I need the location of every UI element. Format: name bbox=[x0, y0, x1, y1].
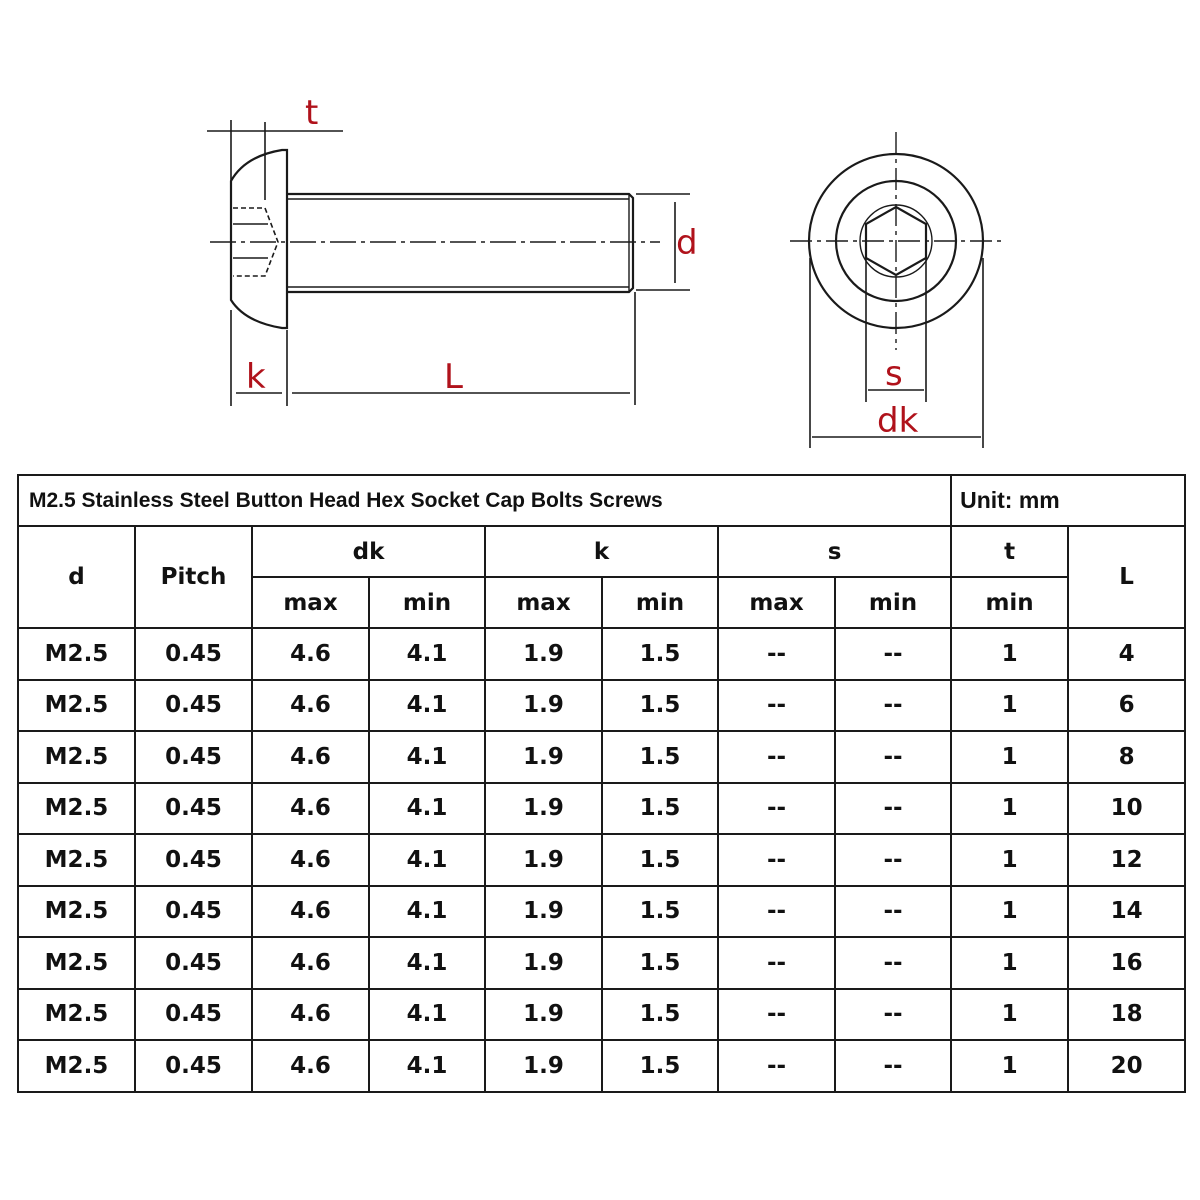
table-title: M2.5 Stainless Steel Button Head Hex Socket Cap Bolts Screws bbox=[18, 475, 951, 526]
cell-L: 10 bbox=[1068, 783, 1185, 835]
cell-L: 14 bbox=[1068, 886, 1185, 938]
cell-d: M2.5 bbox=[18, 628, 135, 680]
cell-dk-min: 4.1 bbox=[369, 834, 485, 886]
socket-inner-lines bbox=[233, 224, 268, 258]
table-row bbox=[18, 680, 1185, 732]
extension-lines bbox=[231, 292, 635, 406]
thread-lines bbox=[287, 194, 629, 292]
cell-s-max: -- bbox=[718, 989, 835, 1041]
header-t-min: min bbox=[951, 577, 1068, 628]
cell-d: M2.5 bbox=[18, 1040, 135, 1092]
cell-s-min: -- bbox=[835, 783, 951, 835]
cell-k-min: 1.5 bbox=[602, 886, 718, 938]
dim-label-k: k bbox=[246, 357, 266, 397]
dim-label-t: t bbox=[305, 93, 319, 133]
cell-s-min: -- bbox=[835, 731, 951, 783]
cell-d: M2.5 bbox=[18, 989, 135, 1041]
cell-k-min: 1.5 bbox=[602, 628, 718, 680]
cell-dk-max: 4.6 bbox=[252, 834, 369, 886]
header-dk: dk bbox=[252, 526, 485, 577]
cell-t-min: 1 bbox=[951, 680, 1068, 732]
cell-pitch: 0.45 bbox=[135, 1040, 252, 1092]
cell-s-min: -- bbox=[835, 1040, 951, 1092]
dim-label-s: s bbox=[885, 354, 903, 394]
cell-dk-min: 4.1 bbox=[369, 783, 485, 835]
cell-s-min: -- bbox=[835, 886, 951, 938]
cell-t-min: 1 bbox=[951, 731, 1068, 783]
header-k-min: min bbox=[602, 577, 718, 628]
cell-s-min: -- bbox=[835, 937, 951, 989]
table-row bbox=[18, 731, 1185, 783]
front-centerlines bbox=[790, 132, 1003, 350]
header-d: d bbox=[18, 526, 135, 628]
cell-pitch: 0.45 bbox=[135, 731, 252, 783]
cell-pitch: 0.45 bbox=[135, 628, 252, 680]
header-dk-min: min bbox=[369, 577, 485, 628]
cell-k-min: 1.5 bbox=[602, 1040, 718, 1092]
cell-L: 18 bbox=[1068, 989, 1185, 1041]
dim-label-d: d bbox=[676, 223, 698, 263]
cell-k-min: 1.5 bbox=[602, 680, 718, 732]
screw-technical-drawing bbox=[0, 0, 1200, 470]
cell-pitch: 0.45 bbox=[135, 783, 252, 835]
cell-pitch: 0.45 bbox=[135, 834, 252, 886]
cell-dk-max: 4.6 bbox=[252, 989, 369, 1041]
cell-dk-max: 4.6 bbox=[252, 731, 369, 783]
cell-t-min: 1 bbox=[951, 1040, 1068, 1092]
header-L: L bbox=[1068, 526, 1185, 628]
cell-d: M2.5 bbox=[18, 834, 135, 886]
cell-dk-min: 4.1 bbox=[369, 937, 485, 989]
cell-d: M2.5 bbox=[18, 680, 135, 732]
cell-d: M2.5 bbox=[18, 886, 135, 938]
cell-k-min: 1.5 bbox=[602, 783, 718, 835]
cell-k-min: 1.5 bbox=[602, 731, 718, 783]
cell-s-min: -- bbox=[835, 680, 951, 732]
t-dimension-lines bbox=[207, 120, 343, 200]
cell-pitch: 0.45 bbox=[135, 989, 252, 1041]
cell-s-min: -- bbox=[835, 834, 951, 886]
header-pitch: Pitch bbox=[135, 526, 252, 628]
cell-pitch: 0.45 bbox=[135, 680, 252, 732]
cell-L: 20 bbox=[1068, 1040, 1185, 1092]
cell-dk-min: 4.1 bbox=[369, 1040, 485, 1092]
dim-label-L: L bbox=[444, 357, 463, 397]
unit-label: Unit: mm bbox=[951, 475, 1185, 526]
table-row bbox=[18, 1040, 1185, 1092]
cell-k-max: 1.9 bbox=[485, 628, 602, 680]
cell-k-max: 1.9 bbox=[485, 731, 602, 783]
cell-t-min: 1 bbox=[951, 783, 1068, 835]
header-s-max: max bbox=[718, 577, 835, 628]
cell-t-min: 1 bbox=[951, 989, 1068, 1041]
cell-s-max: -- bbox=[718, 937, 835, 989]
cell-d: M2.5 bbox=[18, 937, 135, 989]
header-s: s bbox=[718, 526, 951, 577]
cell-k-max: 1.9 bbox=[485, 834, 602, 886]
cell-L: 4 bbox=[1068, 628, 1185, 680]
cell-s-max: -- bbox=[718, 1040, 835, 1092]
cell-dk-max: 4.6 bbox=[252, 1040, 369, 1092]
cell-s-max: -- bbox=[718, 628, 835, 680]
cell-k-max: 1.9 bbox=[485, 886, 602, 938]
cell-dk-max: 4.6 bbox=[252, 680, 369, 732]
cell-k-max: 1.9 bbox=[485, 1040, 602, 1092]
cell-dk-min: 4.1 bbox=[369, 731, 485, 783]
cell-k-min: 1.5 bbox=[602, 834, 718, 886]
cell-t-min: 1 bbox=[951, 937, 1068, 989]
cell-dk-max: 4.6 bbox=[252, 937, 369, 989]
screw-head-outline bbox=[231, 150, 287, 328]
cell-s-max: -- bbox=[718, 783, 835, 835]
cell-s-max: -- bbox=[718, 834, 835, 886]
cell-dk-min: 4.1 bbox=[369, 628, 485, 680]
cell-d: M2.5 bbox=[18, 783, 135, 835]
spec-table bbox=[17, 474, 1186, 1093]
cell-dk-min: 4.1 bbox=[369, 989, 485, 1041]
cell-s-min: -- bbox=[835, 989, 951, 1041]
cell-k-max: 1.9 bbox=[485, 680, 602, 732]
cell-L: 8 bbox=[1068, 731, 1185, 783]
header-s-min: min bbox=[835, 577, 951, 628]
cell-s-min: -- bbox=[835, 628, 951, 680]
cell-L: 6 bbox=[1068, 680, 1185, 732]
cell-dk-max: 4.6 bbox=[252, 783, 369, 835]
cell-t-min: 1 bbox=[951, 834, 1068, 886]
cell-dk-min: 4.1 bbox=[369, 886, 485, 938]
cell-pitch: 0.45 bbox=[135, 886, 252, 938]
table-row bbox=[18, 937, 1185, 989]
cell-L: 12 bbox=[1068, 834, 1185, 886]
header-dk-max: max bbox=[252, 577, 369, 628]
cell-s-max: -- bbox=[718, 680, 835, 732]
cell-dk-max: 4.6 bbox=[252, 886, 369, 938]
dim-label-dk: dk bbox=[877, 401, 919, 441]
table-row bbox=[18, 886, 1185, 938]
cell-L: 16 bbox=[1068, 937, 1185, 989]
cell-k-max: 1.9 bbox=[485, 989, 602, 1041]
cell-pitch: 0.45 bbox=[135, 937, 252, 989]
cell-s-max: -- bbox=[718, 886, 835, 938]
header-row-1 bbox=[18, 526, 1185, 577]
header-k-max: max bbox=[485, 577, 602, 628]
header-k: k bbox=[485, 526, 718, 577]
cell-k-max: 1.9 bbox=[485, 783, 602, 835]
cell-k-min: 1.5 bbox=[602, 937, 718, 989]
cell-t-min: 1 bbox=[951, 628, 1068, 680]
table-row bbox=[18, 834, 1185, 886]
table-title-row bbox=[18, 475, 1185, 526]
cell-dk-min: 4.1 bbox=[369, 680, 485, 732]
cell-s-max: -- bbox=[718, 731, 835, 783]
cell-k-max: 1.9 bbox=[485, 937, 602, 989]
cell-dk-max: 4.6 bbox=[252, 628, 369, 680]
cell-k-min: 1.5 bbox=[602, 989, 718, 1041]
cell-d: M2.5 bbox=[18, 731, 135, 783]
table-row bbox=[18, 628, 1185, 680]
screw-shank-outline bbox=[287, 194, 633, 292]
cell-t-min: 1 bbox=[951, 886, 1068, 938]
table-row bbox=[18, 989, 1185, 1041]
table-row bbox=[18, 783, 1185, 835]
header-t: t bbox=[951, 526, 1068, 577]
